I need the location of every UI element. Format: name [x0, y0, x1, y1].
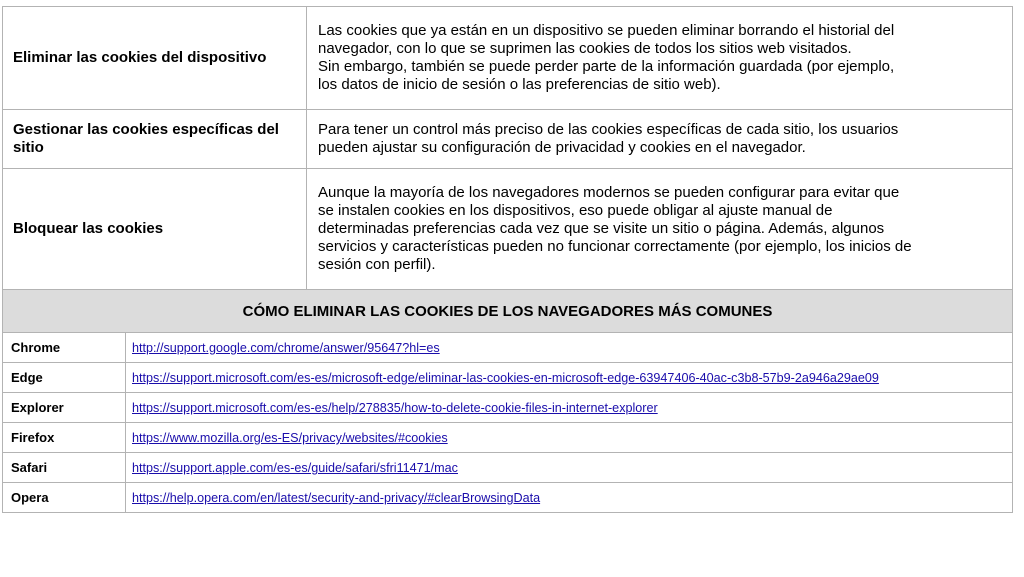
- table-row: [3, 483, 1013, 513]
- description-line: se instalen cookies en los dispositivos, eso puede obligar al ajuste manual de: [318, 202, 833, 219]
- section-banner: CÓMO ELIMINAR LAS COOKIES DE LOS NAVEGADORES MÁS COMUNES: [3, 290, 1013, 333]
- browser-link-cell: [126, 483, 1013, 513]
- opera-link[interactable]: https://help.opera.com/en/latest/security-and-privacy/#clearBrowsingData: [132, 491, 541, 505]
- chrome-link[interactable]: http://support.google.com/chrome/answer/95647?hl=es: [132, 341, 440, 355]
- table-row: [3, 110, 1013, 169]
- description-line: los datos de inicio de sesión o las preferencias de sitio web).: [318, 76, 721, 93]
- cookie-options-table: [2, 6, 1013, 333]
- browser-name: Firefox: [3, 423, 126, 453]
- row-description: [307, 7, 1013, 110]
- explorer-link[interactable]: https://support.microsoft.com/es-es/help/278835/how-to-delete-cookie-files-in-internet-explorer: [132, 401, 658, 415]
- safari-link[interactable]: https://support.apple.com/es-es/guide/safari/sfri11471/mac: [132, 461, 458, 475]
- description-line: Sin embargo, también se puede perder parte de la información guardada (por ejemplo,: [318, 58, 895, 75]
- description-line: Para tener un control más preciso de las cookies específicas de cada sitio, los usuarios: [318, 121, 899, 138]
- browser-link-cell: [126, 393, 1013, 423]
- table-row: [3, 453, 1013, 483]
- browser-name: Opera: [3, 483, 126, 513]
- browser-name: Safari: [3, 453, 126, 483]
- table-row: [3, 169, 1013, 290]
- browser-link-cell: [126, 333, 1013, 363]
- table-row: [3, 423, 1013, 453]
- description-line: navegador, con lo que se suprimen las cookies de todos los sitios web visitados.: [318, 40, 852, 57]
- table-row: [3, 363, 1013, 393]
- description-line: Las cookies que ya están en un dispositivo se pueden eliminar borrando el historial del: [318, 22, 895, 39]
- description-line: servicios y características pueden no funcionar correctamente (por ejemplo, los inicios de: [318, 238, 912, 255]
- firefox-link[interactable]: https://www.mozilla.org/es-ES/privacy/websites/#cookies: [132, 431, 448, 445]
- description-line: determinadas preferencias cada vez que se visite un sitio o página. Además, algunos: [318, 220, 885, 237]
- description-line: Aunque la mayoría de los navegadores modernos se pueden configurar para evitar que: [318, 184, 900, 201]
- table-row: [3, 7, 1013, 110]
- edge-link[interactable]: https://support.microsoft.com/es-es/microsoft-edge/eliminar-las-cookies-en-microsoft-edge-63947406-40ac-c3b8-57b9-2a946a29ae09: [132, 371, 879, 385]
- description-line: pueden ajustar su configuración de privacidad y cookies en el navegador.: [318, 139, 806, 156]
- browser-link-cell: [126, 423, 1013, 453]
- browser-link-cell: [126, 363, 1013, 393]
- browser-links-table: [2, 332, 1013, 513]
- row-label: Bloquear las cookies: [3, 169, 307, 290]
- browser-name: Edge: [3, 363, 126, 393]
- banner-row: [3, 290, 1013, 333]
- browser-name: Explorer: [3, 393, 126, 423]
- row-description: [307, 110, 1013, 169]
- table-row: [3, 333, 1013, 363]
- table-row: [3, 393, 1013, 423]
- browser-name: Chrome: [3, 333, 126, 363]
- row-label: Eliminar las cookies del dispositivo: [3, 7, 307, 110]
- row-label: Gestionar las cookies específicas del sitio: [3, 110, 307, 169]
- description-line: sesión con perfil).: [318, 256, 436, 273]
- row-description: [307, 169, 1013, 290]
- browser-link-cell: [126, 453, 1013, 483]
